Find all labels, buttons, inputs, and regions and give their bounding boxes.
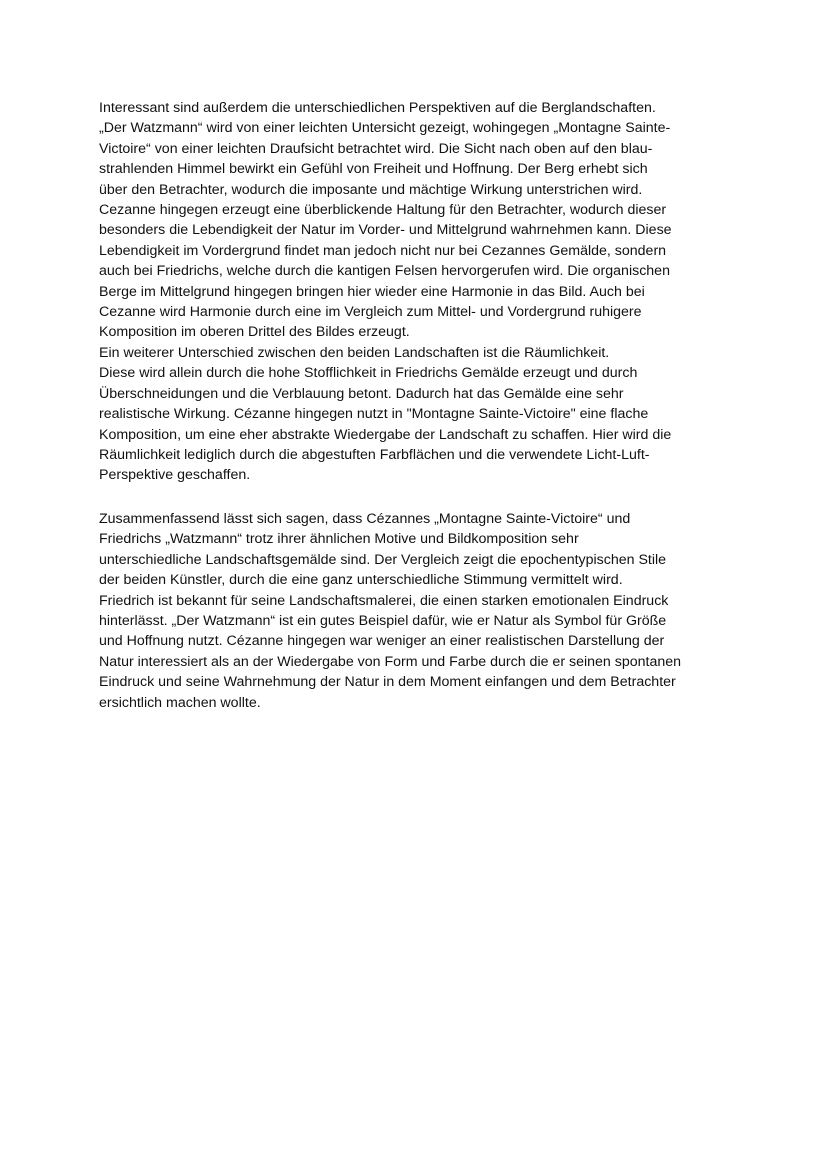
text-line: Komposition im oberen Drittel des Bildes erzeugt. bbox=[99, 324, 410, 341]
text-line: strahlenden Himmel bewirkt ein Gefühl von Freiheit und Hoffnung. Der Berg erhebt sich bbox=[99, 161, 648, 178]
text-line: realistische Wirkung. Cézanne hingegen nutzt in "Montagne Sainte-Victoire" eine flache bbox=[99, 406, 649, 423]
text-line: und Hoffnung nutzt. Cézanne hingegen war weniger an einer realistischen Darstellung der bbox=[99, 633, 665, 650]
text-line: auch bei Friedrichs, welche durch die kantigen Felsen hervorgerufen wird. Die organischen bbox=[99, 263, 670, 280]
text-line: über den Betrachter, wodurch die imposante und mächtige Wirkung unterstrichen wird. bbox=[99, 181, 643, 198]
text-line: Friedrich ist bekannt für seine Landschaftsmalerei, die einen starken emotionalen Eindruck bbox=[99, 592, 669, 609]
text-line: besonders die Lebendigkeit der Natur im Vorder- und Mittelgrund wahrnehmen kann. Diese bbox=[99, 222, 672, 239]
paragraph-conclusion bbox=[99, 509, 739, 713]
paragraph-perspectives bbox=[99, 98, 739, 486]
text-line: Überschneidungen und die Verblauung betont. Dadurch hat das Gemälde eine sehr bbox=[99, 385, 624, 402]
text-line: Diese wird allein durch die hohe Stofflichkeit in Friedrichs Gemälde erzeugt und durch bbox=[99, 365, 638, 382]
text-line: Cezanne hingegen erzeugt eine überblickende Haltung für den Betrachter, wodurch dieser bbox=[99, 202, 667, 219]
text-line: Victoire“ von einer leichten Draufsicht betrachtet wird. Die Sicht nach oben auf den blau- bbox=[99, 140, 653, 157]
text-line: Friedrichs „Watzmann“ trotz ihrer ähnlichen Motive und Bildkomposition sehr bbox=[99, 531, 579, 548]
text-line: Lebendigkeit im Vordergrund findet man jedoch nicht nur bei Cezannes Gemälde, sondern bbox=[99, 242, 667, 259]
text-line: Cezanne wird Harmonie durch eine im Vergleich zum Mittel- und Vordergrund ruhigere bbox=[99, 304, 642, 321]
text-line: ersichtlich machen wollte. bbox=[99, 694, 261, 711]
text-line: Räumlichkeit lediglich durch die abgestuften Farbflächen und die verwendete Licht-Luft- bbox=[99, 446, 650, 463]
text-line: Zusammenfassend lässt sich sagen, dass Cézannes „Montagne Sainte-Victoire“ und bbox=[99, 511, 631, 527]
text-line: „Der Watzmann“ wird von einer leichten Untersicht gezeigt, wohingegen „Montagne Sainte- bbox=[99, 120, 671, 137]
text-line: hinterlässt. „Der Watzmann“ ist ein gutes Beispiel dafür, wie er Natur als Symbol für Größe bbox=[99, 613, 667, 630]
text-line: Interessant sind außerdem die unterschiedlichen Perspektiven auf die Berglandschaften. bbox=[99, 100, 656, 116]
text-line: Ein weiterer Unterschied zwischen den beiden Landschaften ist die Räumlichkeit. bbox=[99, 344, 610, 361]
text-line: unterschiedliche Landschaftsgemälde sind. Der Vergleich zeigt die epochentypischen Stile bbox=[99, 551, 667, 568]
text-line: der beiden Künstler, durch die eine ganz unterschiedliche Stimmung vermittelt wird. bbox=[99, 572, 623, 589]
text-line: Natur interessiert als an der Wiedergabe von Form und Farbe durch die er seinen spontanen bbox=[99, 653, 682, 670]
text-line: Berge im Mittelgrund hingegen bringen hier wieder eine Harmonie in das Bild. Auch bei bbox=[99, 283, 645, 300]
text-line: Perspektive geschaffen. bbox=[99, 467, 251, 484]
text-line: Eindruck und seine Wahrnehmung der Natur in dem Moment einfangen und dem Betrachter bbox=[99, 674, 676, 691]
text-line: Komposition, um eine eher abstrakte Wiedergabe der Landschaft zu schaffen. Hier wird die bbox=[99, 426, 672, 443]
